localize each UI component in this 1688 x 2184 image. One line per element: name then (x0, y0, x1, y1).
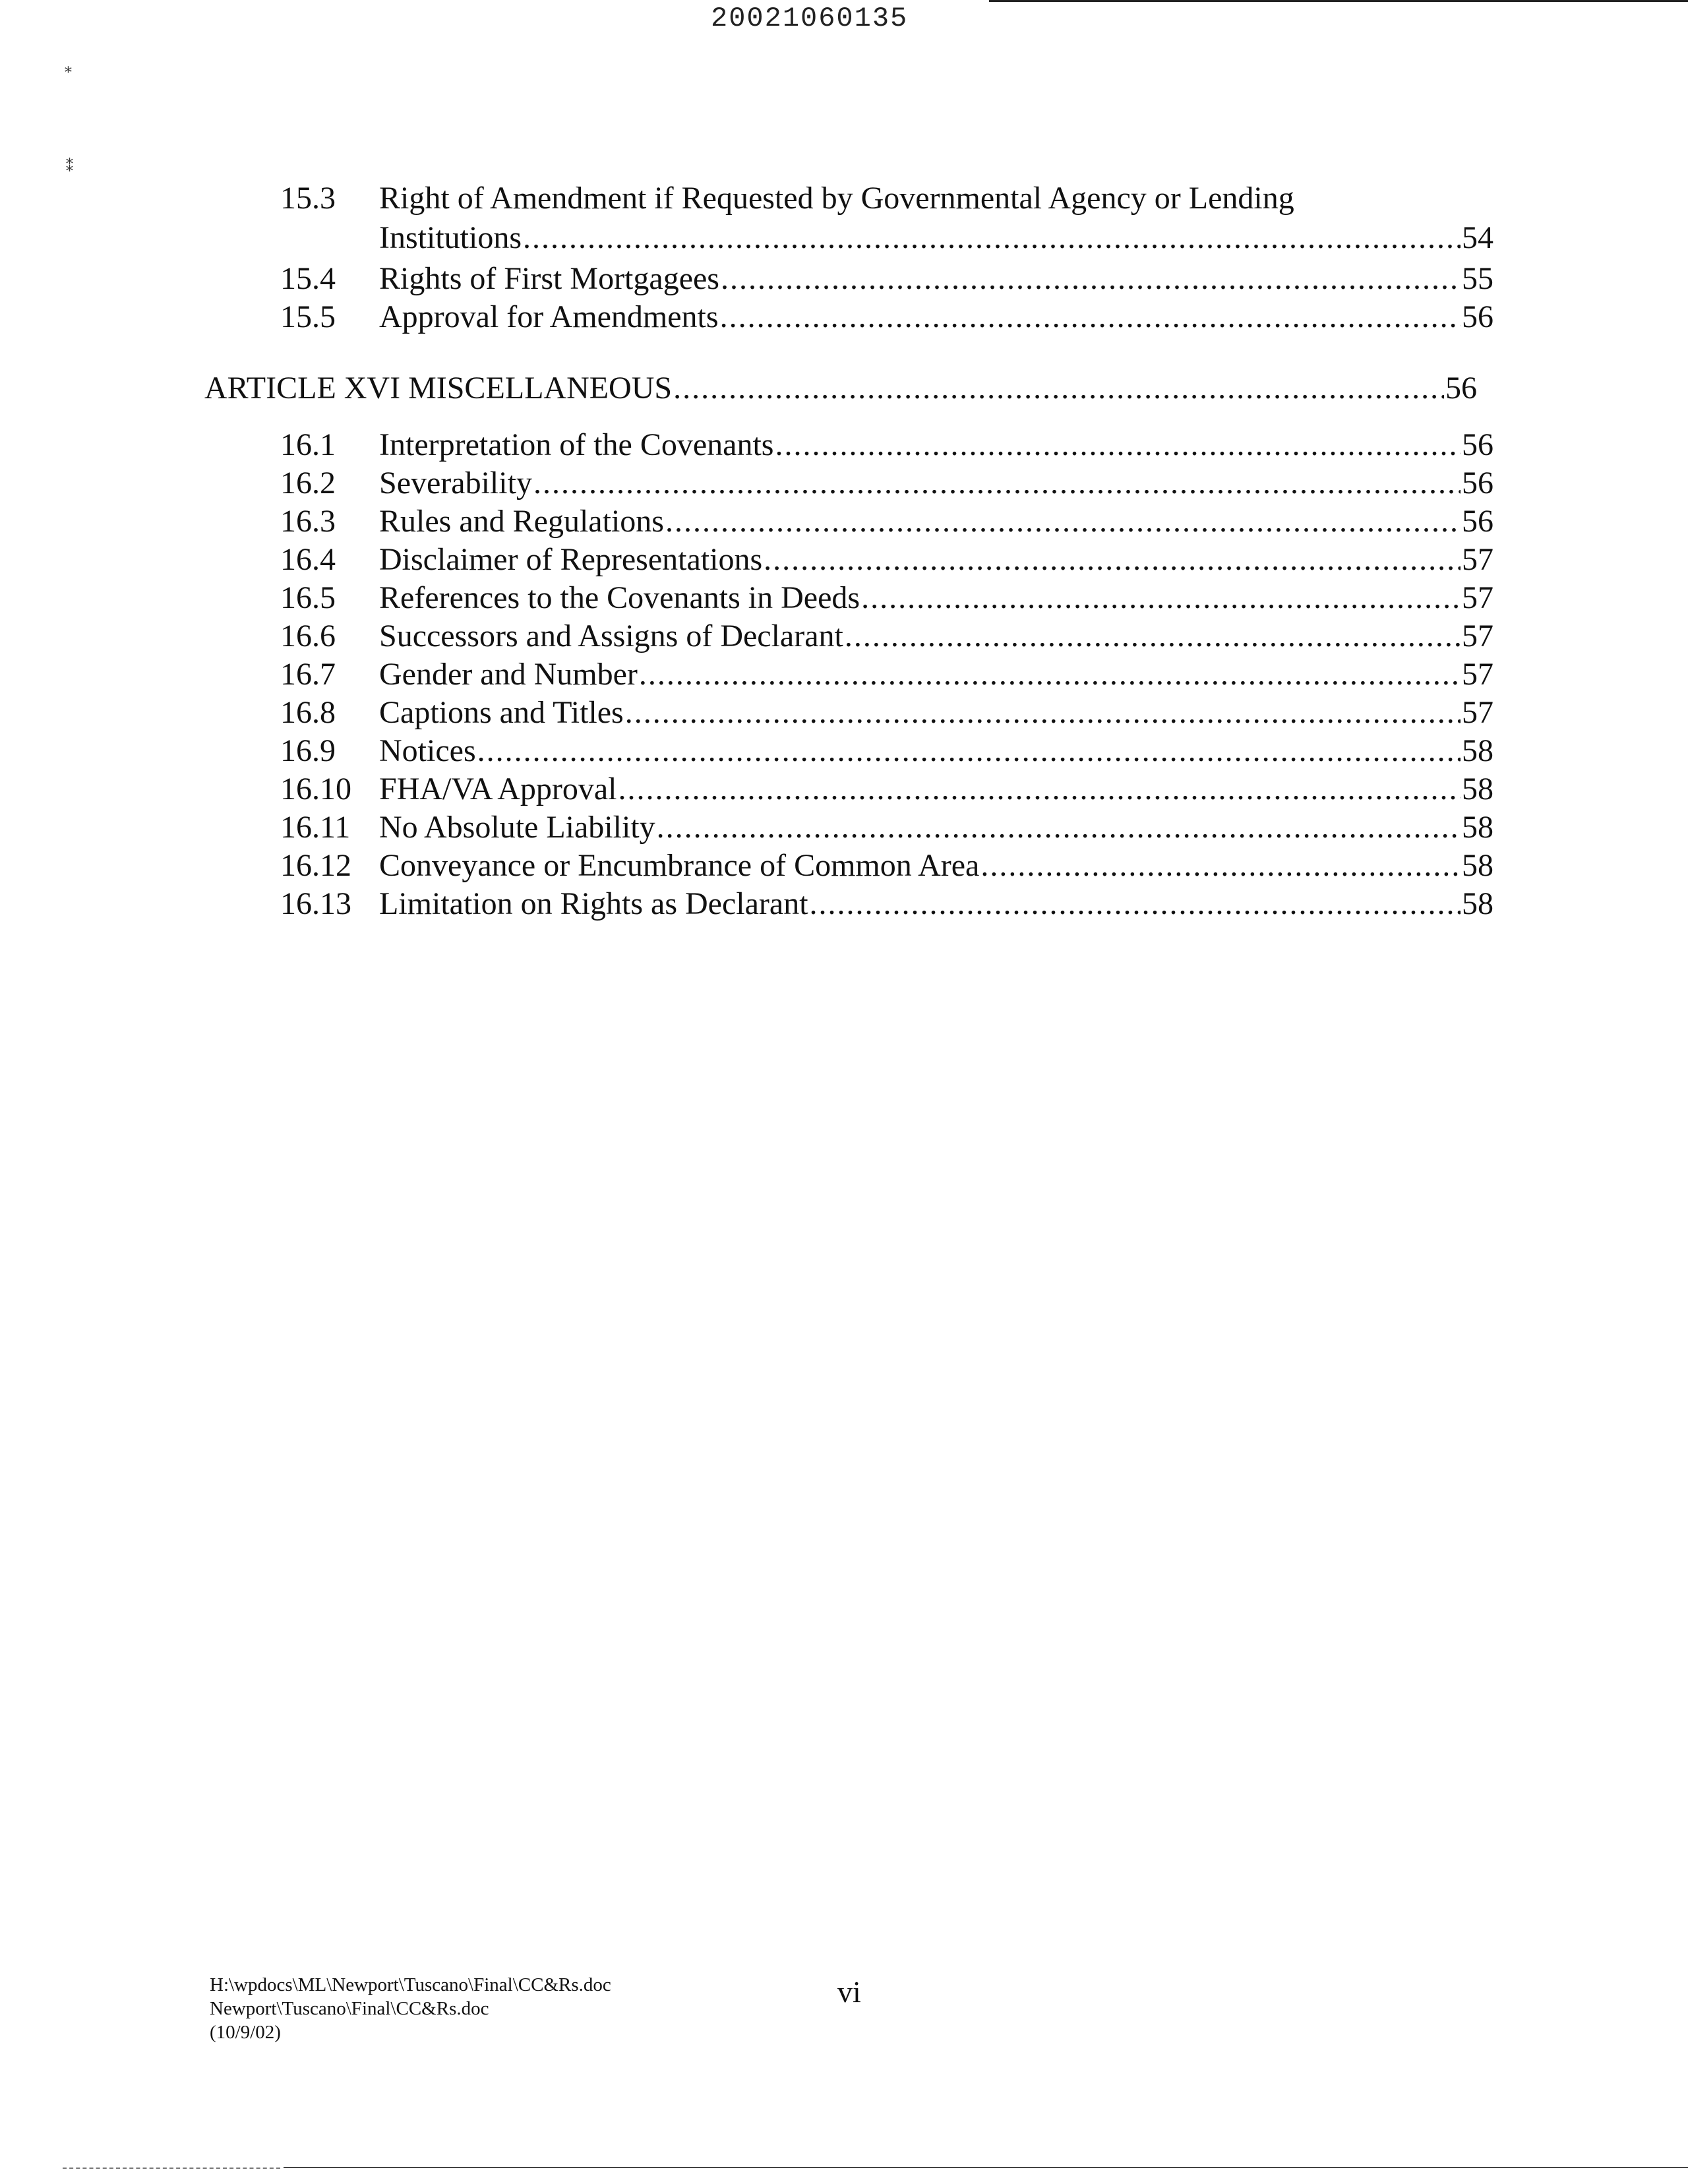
leader-dots (721, 260, 1461, 298)
toc-entry-number: 16.12 (280, 848, 351, 883)
toc-entry-number: 15.3 (280, 181, 336, 216)
toc-entry-title: Notices (379, 733, 476, 768)
toc-entry-page: 58 (1462, 886, 1493, 921)
toc-entry-page: 57 (1462, 695, 1493, 730)
leader-dots (533, 464, 1461, 502)
toc-entry-page: 58 (1462, 733, 1493, 768)
leader-dots (810, 885, 1461, 923)
leader-dots (720, 298, 1461, 336)
toc-entry-number: 16.4 (280, 542, 336, 577)
footer-path-line1: H:\wpdocs\ML\Newport\Tuscano\Final\CC&Rs.doc (210, 1974, 611, 1995)
toc-entry-page: 57 (1462, 657, 1493, 692)
article-title: ARTICLE XVI MISCELLANEOUS (204, 371, 673, 406)
toc-entry-number: 16.10 (280, 772, 351, 806)
toc-entry-title-line2: Institutions ..... 54 (379, 219, 1493, 257)
toc-entry-page: 56 (1462, 427, 1493, 462)
footer-path-line2: Newport\Tuscano\Final\CC&Rs.doc (210, 1998, 489, 2019)
scan-speck: ⁎ (65, 59, 72, 76)
footer-date: (10/9/02) (210, 2022, 281, 2043)
leader-dots (980, 847, 1461, 885)
toc-entry-number: 16.13 (280, 886, 351, 921)
top-rule (989, 0, 1688, 2)
toc-entry-number: 16.7 (280, 657, 336, 692)
article-page: 56 (1445, 371, 1477, 406)
toc-entry-title: Disclaimer of Representations (379, 542, 763, 577)
bottom-dashed-rule (63, 2168, 280, 2169)
toc-entry-page: 56 (1462, 466, 1493, 501)
toc-entry-title: Severability (379, 466, 532, 501)
toc-entry-title: References to the Covenants in Deeds (379, 580, 860, 615)
leader-dots (639, 655, 1461, 694)
scan-speck: ⁑ (66, 158, 73, 175)
page-number: vi (837, 1975, 861, 2009)
leader-dots (845, 617, 1461, 655)
toc-entry-title-line1: Right of Amendment if Requested by Governmental Agency or Lending (379, 181, 1294, 216)
toc-entry-number: 16.9 (280, 733, 336, 768)
leader-dots (523, 219, 1461, 257)
footer-file-path (210, 1973, 611, 2044)
toc-entry-page: 56 (1462, 504, 1493, 539)
toc-entry-number: 16.6 (280, 619, 336, 653)
toc-entry-title: Rules and Regulations (379, 504, 664, 539)
toc-entry-page: 57 (1462, 619, 1493, 653)
toc-entry-number: 15.5 (280, 299, 336, 334)
toc-entry-title: No Absolute Liability (379, 810, 655, 845)
leader-dots (657, 808, 1461, 847)
bottom-rule (284, 2167, 1688, 2168)
toc-entry-title: Successors and Assigns of Declarant (379, 619, 843, 653)
toc-article-heading[interactable] (204, 369, 1477, 408)
leader-dots (665, 502, 1461, 541)
toc-entry-number: 16.3 (280, 504, 336, 539)
toc-entry-page: 56 (1462, 299, 1493, 334)
toc-entry-number: 16.8 (280, 695, 336, 730)
toc-entry-number: 15.4 (280, 261, 336, 296)
leader-dots (477, 732, 1461, 770)
toc-entry-page: 58 (1462, 810, 1493, 845)
toc-entry-page: 58 (1462, 772, 1493, 806)
leader-dots (625, 694, 1461, 732)
toc-entry-title: Interpretation of the Covenants (379, 427, 774, 462)
toc-entry-title: Limitation on Rights as Declarant (379, 886, 808, 921)
toc-entry-number: 16.5 (280, 580, 336, 615)
document-number: 20021060135 (711, 3, 909, 34)
toc-entry-title: Captions and Titles (379, 695, 624, 730)
toc-entry-number: 16.11 (280, 810, 351, 845)
toc-entry-page: 58 (1462, 848, 1493, 883)
toc-entry-title: Conveyance or Encumbrance of Common Area (379, 848, 980, 883)
toc-entry-page: 57 (1462, 542, 1493, 577)
toc-entry-title: Gender and Number (379, 657, 638, 692)
toc-entry-number: 16.1 (280, 427, 336, 462)
toc-entry-title: Rights of First Mortgagees (379, 261, 719, 296)
toc-entry-title: FHA/VA Approval (379, 772, 617, 806)
leader-dots (775, 426, 1461, 464)
toc-entry-page: 54 (1462, 220, 1493, 255)
leader-dots (618, 770, 1461, 808)
leader-dots (764, 541, 1461, 579)
leader-dots (673, 369, 1444, 408)
toc-entry-page: 55 (1462, 261, 1493, 296)
toc-entry-number: 16.2 (280, 466, 336, 501)
leader-dots (861, 579, 1461, 617)
toc-entry-page: 57 (1462, 580, 1493, 615)
toc-entry-title: Approval for Amendments (379, 299, 719, 334)
